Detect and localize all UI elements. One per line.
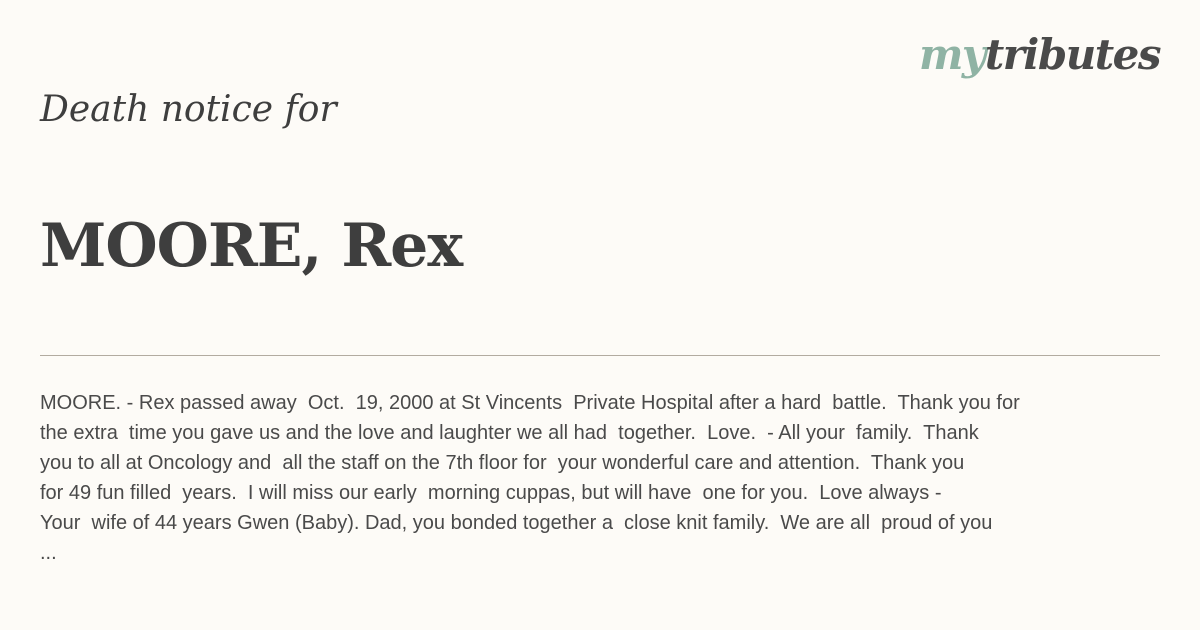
logo-tributes: tributes	[984, 30, 1160, 79]
deceased-name: MOORE, Rex	[40, 211, 463, 281]
mytributes-logo[interactable]	[918, 30, 1160, 79]
death-notice-heading: Death notice for	[40, 89, 337, 130]
notice-line: you to all at Oncology and all the staff on the 7th floor for your wonderful care and attention. Thank you	[40, 452, 965, 474]
notice-text	[40, 388, 1120, 568]
logo-my: my	[918, 30, 985, 79]
notice-line: Your wife of 44 years Gwen (Baby). Dad, you bonded together a close knit family. We are all proud of you	[40, 512, 993, 534]
divider	[40, 355, 1160, 356]
notice-line: for 49 fun filled years. I will miss our early morning cuppas, but will have one for you. Love always -	[40, 482, 942, 504]
notice-line: MOORE. - Rex passed away Oct. 19, 2000 at St Vincents Private Hospital after a hard battle. Thank you for	[40, 392, 1020, 414]
notice-line: the extra time you gave us and the love and laughter we all had together. Love. - All your family. Thank	[40, 422, 979, 444]
notice-ellipsis: ...	[40, 542, 57, 564]
